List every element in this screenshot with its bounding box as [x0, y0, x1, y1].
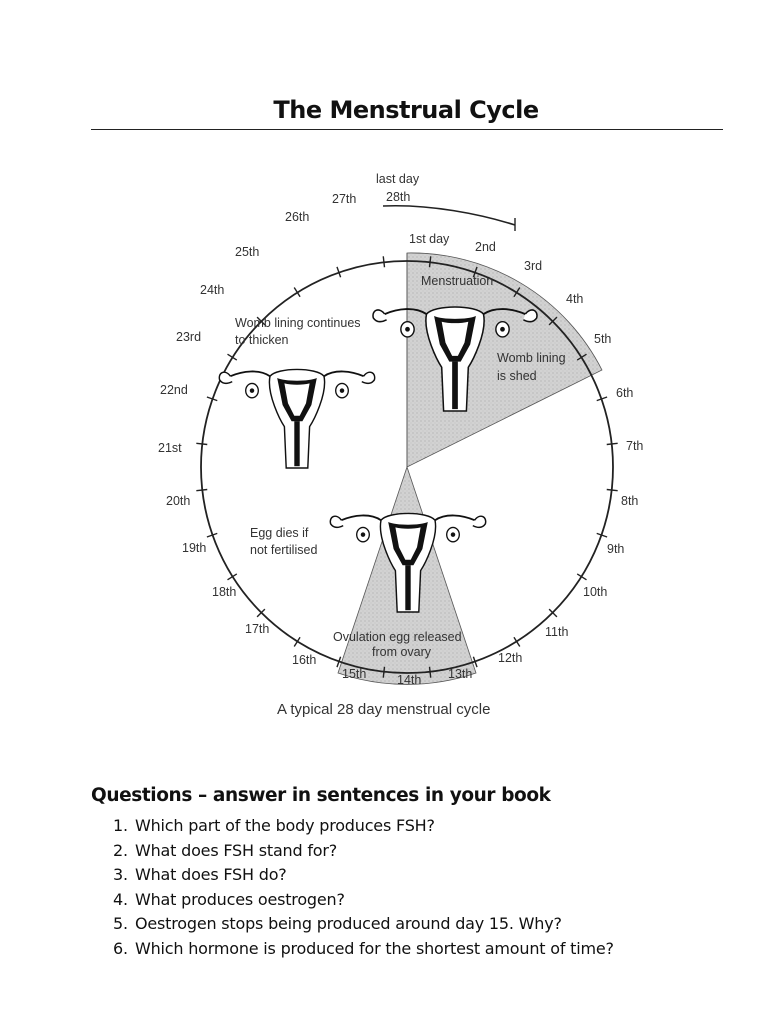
uterus-thickening-illustration: [219, 369, 374, 468]
day-label-11: 11th: [545, 625, 569, 639]
day-label-14: 14th: [397, 673, 422, 687]
day-label-7: 7th: [626, 439, 644, 453]
day-label-27: 27th: [332, 192, 357, 206]
day-label-9: 9th: [607, 542, 625, 556]
day-label-24: 24th: [200, 283, 225, 297]
question-item: 2. What does FSH stand for?: [113, 840, 338, 860]
day-label-5: 5th: [594, 332, 612, 346]
question-item: 5. Oestrogen stops being produced around day 15. Why?: [113, 914, 562, 933]
day-label-10: 10th: [583, 585, 608, 599]
day-label-2: 2nd: [475, 240, 496, 254]
womb-thicken-label-line2: to thicken: [235, 333, 289, 347]
end-of-cycle-arc: [383, 206, 515, 225]
question-item: 3. What does FSH do?: [113, 865, 287, 884]
day-label-4: 4th: [566, 292, 584, 306]
day-label-13: 13th: [448, 667, 473, 681]
menstruation-label: Menstruation: [421, 274, 494, 288]
question-item: 4. What produces oestrogen?: [113, 889, 345, 909]
day-label-1: 1st day: [409, 232, 450, 246]
day-label-12: 12th: [498, 651, 523, 665]
diagram-caption: A typical 28 day menstrual cycle: [277, 701, 491, 718]
day-tick: [383, 256, 384, 267]
day-label-8: 8th: [621, 494, 639, 508]
day-tick: [196, 443, 207, 444]
day-tick: [196, 490, 207, 491]
day-label-21: 21st: [158, 441, 182, 455]
page-title: The Menstrual Cycle: [273, 96, 539, 124]
day-label-20: 20th: [166, 494, 191, 508]
question-item: 6. Which hormone is produced for the shortest amount of time?: [113, 938, 614, 958]
day-label-6: 6th: [616, 386, 634, 400]
day-label-26: 26th: [285, 210, 310, 224]
day-label-last-day: last day: [376, 172, 420, 186]
day-label-28: 28th: [386, 190, 411, 204]
day-label-22: 22nd: [160, 383, 188, 397]
day-label-16: 16th: [292, 653, 317, 667]
day-tick: [607, 443, 618, 444]
day-tick: [607, 490, 618, 491]
womb-shed-label-line1: Womb lining: [497, 351, 566, 365]
day-label-25: 25th: [235, 245, 260, 259]
questions-list: [113, 814, 614, 961]
ovulation-label-line1: Ovulation egg released: [333, 630, 462, 644]
day-label-3: 3rd: [524, 259, 543, 273]
womb-shed-label-line2: is shed: [497, 369, 537, 383]
questions-heading: Questions – answer in sentences in your book: [91, 785, 551, 806]
day-label-18: 18th: [212, 585, 237, 599]
egg-dies-label-line1: Egg dies if: [250, 526, 309, 540]
day-label-19: 19th: [182, 541, 207, 555]
ovulation-label-line2: from ovary: [372, 645, 432, 659]
womb-thicken-label-line1: Womb lining continues: [235, 316, 361, 330]
day-label-17: 17th: [245, 622, 270, 636]
day-label-15: 15th: [342, 667, 367, 681]
day-label-23: 23rd: [176, 330, 202, 344]
uterus-ovulation-illustration: [330, 513, 485, 612]
egg-dies-label-line2: not fertilised: [250, 543, 318, 557]
question-item: 1. Which part of the body produces FSH?: [113, 816, 435, 835]
